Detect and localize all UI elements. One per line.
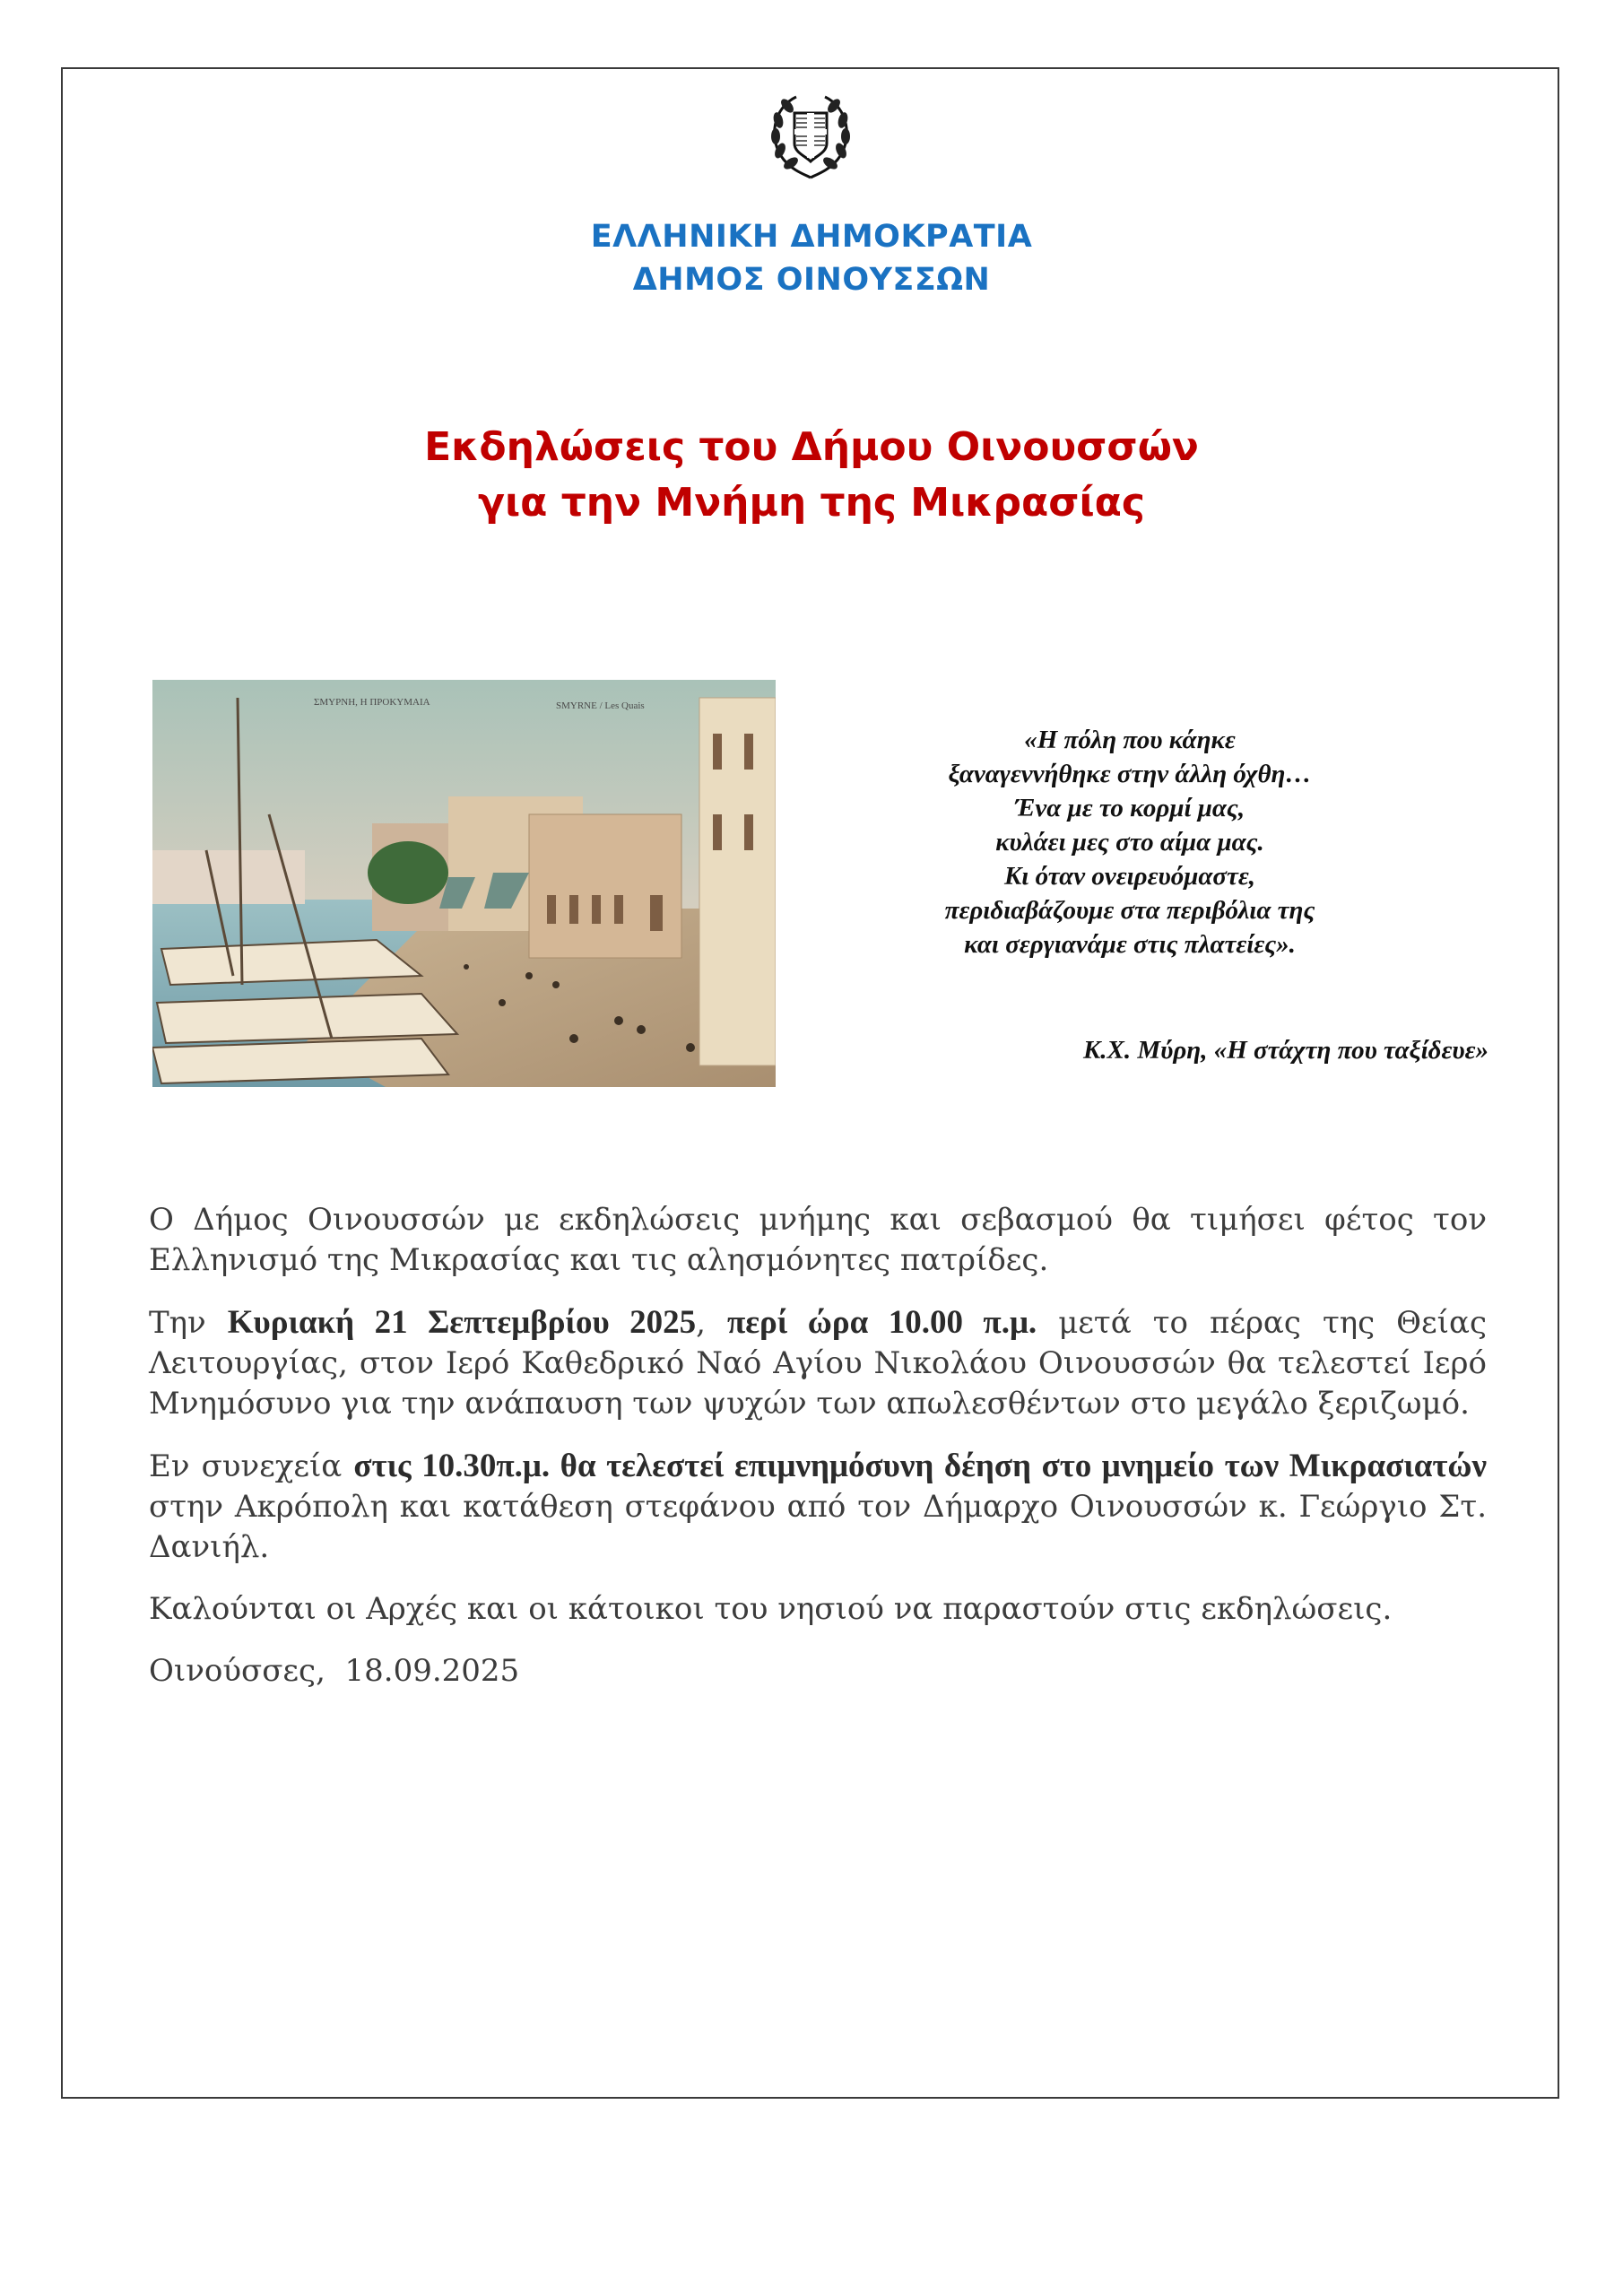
poem-line: ξαναγεννήθηκε στην άλλη όχθη… bbox=[948, 760, 1312, 788]
poem-quote bbox=[861, 723, 1399, 961]
poem-line: και σεργιανάμε στις πλατείες». bbox=[964, 930, 1296, 959]
poem-line: κυλάει μες στο αίμα μας. bbox=[995, 828, 1264, 857]
announcement-body bbox=[149, 1200, 1487, 1713]
text: στην Ακρόπολη και κατάθεση στεφάνου από τον Δήμαρχο Οινουσσών κ. Γεώργιο Στ. Δανιήλ. bbox=[149, 1489, 1487, 1565]
document-title bbox=[0, 420, 1623, 531]
paragraph-intro: Ο Δήμος Οινουσσών με εκδηλώσεις μνήμης και σεβασμού θα τιμήσει φέτος τον Ελληνισμό της Μικρασίας και τις αλησμόνητες πατρίδες. bbox=[149, 1202, 1487, 1278]
text: μετά το πέρας της Θείας Λειτουργίας, στον Ιερό Καθεδρικό Ναό Αγίου Νικολάου Οινουσσών θα τελεστεί Ιερό Μνημόσυνο για την ανάπαυση των ψυχών των απωλεσθέντων στο μεγάλο ξεριζωμό. bbox=[149, 1305, 1488, 1422]
poem-attribution: Κ.Χ. Μύρη, «Η στάχτη που ταξίδευε» bbox=[1082, 1036, 1488, 1065]
text: , bbox=[696, 1305, 727, 1341]
header-municipality: ΔΗΜΟΣ ΟΙΝΟΥΣΣΩΝ bbox=[632, 262, 991, 298]
text: Εν συνεχεία bbox=[149, 1448, 354, 1484]
poem-line: Ένα με το κορμί μας, bbox=[1014, 794, 1245, 822]
poem-line: «Η πόλη που κάηκε bbox=[1024, 726, 1236, 754]
postcard-caption-right: SMYRNE / Les Quais bbox=[556, 700, 645, 711]
header-country: ΕΛΛΗΝΙΚΗ ΔΗΜΟΚΡΑΤΙΑ bbox=[590, 219, 1033, 255]
second-event-details: στις 10.30π.μ. θα τελεστεί επιμνημόσυνη δέηση στο μνημείο των Μικρασιατών bbox=[353, 1448, 1487, 1484]
historic-postcard-image bbox=[152, 680, 776, 1087]
postcard-caption-left: ΣΜΥΡΝΗ, Η ΠΡΟΚΥΜΑΙΑ bbox=[314, 697, 430, 708]
poem-line: περιδιαβάζουμε στα περιβόλια της bbox=[944, 896, 1315, 925]
title-line-2: για την Μνήμη της Μικρασίας bbox=[478, 480, 1145, 526]
title-line-1: Εκδηλώσεις του Δήμου Οινουσσών bbox=[424, 424, 1199, 470]
poem-line: Κι όταν ονειρευόμαστε, bbox=[1003, 862, 1256, 891]
issuer-header bbox=[0, 215, 1623, 301]
paragraph-wreath-laying bbox=[149, 1446, 1487, 1568]
event-time: περί ώρα 10.00 π.μ. bbox=[726, 1304, 1037, 1341]
text: Την bbox=[149, 1305, 228, 1341]
paragraph-invitation: Καλούνται οι Αρχές και οι κάτοικοι του νησιού να παραστούν στις εκδηλώσεις. bbox=[149, 1591, 1393, 1627]
paragraph-memorial-service bbox=[149, 1302, 1487, 1424]
dateline: Οινούσσες, 18.09.2025 bbox=[149, 1653, 520, 1689]
greek-coat-of-arms-icon bbox=[760, 84, 861, 185]
event-date: Κυριακή 21 Σεπτεμβρίου 2025 bbox=[227, 1304, 697, 1341]
